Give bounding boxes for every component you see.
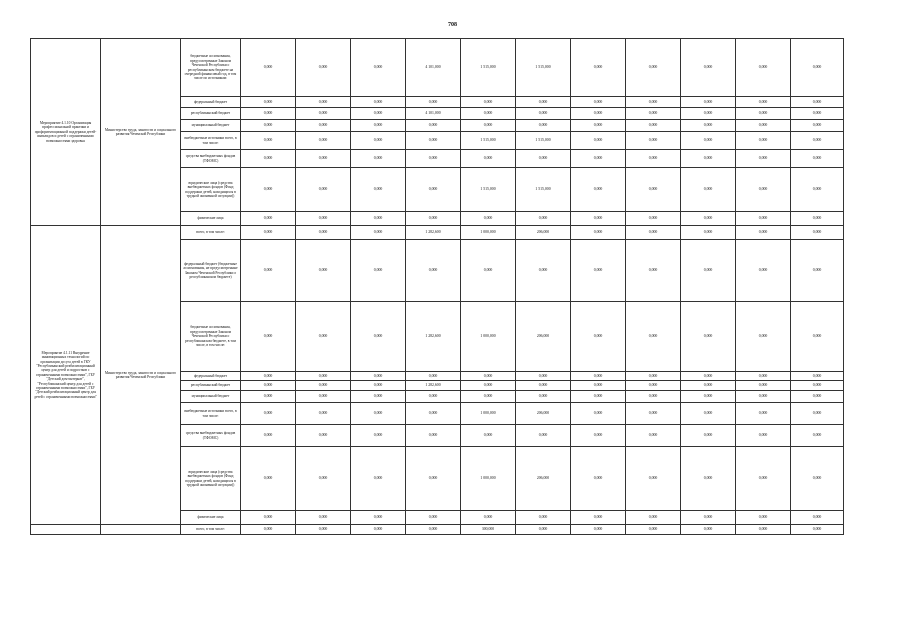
value-cell: 1 000,000 bbox=[461, 447, 516, 511]
value-cell: 0,000 bbox=[736, 447, 791, 511]
value-cell: 0,000 bbox=[516, 240, 571, 302]
value-cell: 0,000 bbox=[626, 108, 681, 120]
value-cell: 0,000 bbox=[626, 372, 681, 381]
value-cell: 0,000 bbox=[241, 403, 296, 425]
funding-source-cell: внебюджетные источники всего, в том числе: bbox=[181, 132, 241, 150]
value-cell: 0,000 bbox=[351, 108, 406, 120]
value-cell: 0,000 bbox=[296, 168, 351, 212]
value-cell: 0,000 bbox=[296, 240, 351, 302]
value-cell: 0,000 bbox=[351, 39, 406, 97]
value-cell: 0,000 bbox=[351, 381, 406, 391]
funding-source-cell: республиканский бюджет bbox=[181, 381, 241, 391]
value-cell: 0,000 bbox=[681, 212, 736, 226]
value-cell: 0,000 bbox=[791, 212, 844, 226]
funding-source-cell: юридические лица (средства внебюджетных фондов (Фонд поддержки детей, находящихся в трудной жизненной ситуации)) bbox=[181, 168, 241, 212]
value-cell: 0,000 bbox=[351, 447, 406, 511]
value-cell: 0,000 bbox=[571, 150, 626, 168]
value-cell: 0,000 bbox=[406, 120, 461, 132]
value-cell: 0,000 bbox=[736, 403, 791, 425]
value-cell: 0,000 bbox=[241, 132, 296, 150]
value-cell: 0,000 bbox=[461, 120, 516, 132]
value-cell: 0,000 bbox=[406, 212, 461, 226]
value-cell: 0,000 bbox=[296, 391, 351, 403]
value-cell: 0,000 bbox=[406, 168, 461, 212]
value-cell: 0,000 bbox=[571, 372, 626, 381]
value-cell: 0,000 bbox=[791, 108, 844, 120]
value-cell: 0,000 bbox=[571, 132, 626, 150]
value-cell: 1 515,000 bbox=[516, 168, 571, 212]
value-cell: 1 000,000 bbox=[461, 403, 516, 425]
value-cell: 0,000 bbox=[571, 525, 626, 535]
value-cell: 0,000 bbox=[681, 391, 736, 403]
value-cell: 0,000 bbox=[791, 132, 844, 150]
value-cell: 206,000 bbox=[516, 447, 571, 511]
value-cell: 0,000 bbox=[296, 425, 351, 447]
value-cell: 0,000 bbox=[626, 150, 681, 168]
value-cell: 0,000 bbox=[516, 212, 571, 226]
table-row bbox=[31, 525, 844, 535]
value-cell: 0,000 bbox=[681, 511, 736, 525]
funding-source-cell: бюджетные ассигнования, предусмотренные Законом Чеченской Республики о республиканском бюджете, в том числе, в том числе: bbox=[181, 302, 241, 372]
funding-source-cell: бюджетные ассигнования, предусмотренные Законом Чеченской Республики о республиканском бюджете на очередной финансовый год, в том числе по источникам: bbox=[181, 39, 241, 97]
value-cell: 0,000 bbox=[241, 97, 296, 108]
value-cell: 0,000 bbox=[736, 108, 791, 120]
value-cell: 0,000 bbox=[461, 240, 516, 302]
value-cell: 1 282,600 bbox=[406, 226, 461, 240]
funding-source-cell: муниципальный бюджет bbox=[181, 391, 241, 403]
value-cell: 0,000 bbox=[241, 168, 296, 212]
value-cell: 0,000 bbox=[791, 447, 844, 511]
value-cell: 0,000 bbox=[571, 212, 626, 226]
value-cell: 0,000 bbox=[571, 511, 626, 525]
value-cell: 0,000 bbox=[296, 372, 351, 381]
value-cell: 0,000 bbox=[516, 511, 571, 525]
value-cell: 0,000 bbox=[241, 120, 296, 132]
value-cell: 0,000 bbox=[791, 97, 844, 108]
value-cell: 0,000 bbox=[351, 403, 406, 425]
value-cell: 0,000 bbox=[241, 425, 296, 447]
value-cell: 4 101,000 bbox=[406, 39, 461, 97]
value-cell: 0,000 bbox=[296, 403, 351, 425]
value-cell: 0,000 bbox=[791, 525, 844, 535]
value-cell: 0,000 bbox=[791, 240, 844, 302]
value-cell: 0,000 bbox=[626, 132, 681, 150]
value-cell: 0,000 bbox=[626, 447, 681, 511]
value-cell: 0,000 bbox=[406, 447, 461, 511]
value-cell: 0,000 bbox=[406, 150, 461, 168]
value-cell: 0,000 bbox=[241, 391, 296, 403]
value-cell: 0,000 bbox=[736, 381, 791, 391]
value-cell: 0,000 bbox=[516, 150, 571, 168]
value-cell: 0,000 bbox=[681, 425, 736, 447]
executor-cell: Министерство труда, занятости и социального развития Чеченской Республики bbox=[101, 39, 181, 226]
value-cell: 0,000 bbox=[626, 120, 681, 132]
funding-source-cell: юридические лица (средства внебюджетных фондов (Фонд поддержки детей, находящихся в трудной жизненной ситуации)) bbox=[181, 447, 241, 511]
value-cell: 0,000 bbox=[406, 132, 461, 150]
value-cell: 0,000 bbox=[351, 150, 406, 168]
value-cell: 0,000 bbox=[736, 391, 791, 403]
value-cell: 1 000,000 bbox=[461, 302, 516, 372]
value-cell: 0,000 bbox=[681, 525, 736, 535]
value-cell: 0,000 bbox=[571, 391, 626, 403]
value-cell: 0,000 bbox=[406, 391, 461, 403]
value-cell: 0,000 bbox=[241, 240, 296, 302]
table-row bbox=[31, 39, 844, 97]
value-cell: 0,000 bbox=[626, 381, 681, 391]
value-cell: 0,000 bbox=[736, 150, 791, 168]
value-cell: 0,000 bbox=[296, 108, 351, 120]
value-cell: 0,000 bbox=[241, 108, 296, 120]
funding-source-cell: республиканский бюджет bbox=[181, 108, 241, 120]
value-cell: 0,000 bbox=[241, 150, 296, 168]
value-cell: 0,000 bbox=[626, 391, 681, 403]
value-cell: 0,000 bbox=[351, 372, 406, 381]
value-cell: 0,000 bbox=[241, 511, 296, 525]
value-cell: 0,000 bbox=[296, 39, 351, 97]
value-cell: 0,000 bbox=[296, 381, 351, 391]
value-cell: 1 515,000 bbox=[461, 39, 516, 97]
value-cell: 0,000 bbox=[791, 168, 844, 212]
value-cell: 0,000 bbox=[571, 226, 626, 240]
value-cell: 0,000 bbox=[296, 150, 351, 168]
value-cell: 0,000 bbox=[791, 381, 844, 391]
value-cell: 0,000 bbox=[461, 425, 516, 447]
value-cell: 0,000 bbox=[296, 120, 351, 132]
value-cell: 0,000 bbox=[351, 120, 406, 132]
value-cell: 0,000 bbox=[406, 425, 461, 447]
measure-cell: Мероприятие 4.1.11 Внедрение инновационных технологий по организации досуга детей в ГКУ "Республиканский реабилитационный центр для детей и подростков с ограниченными возможностями", ГБУ "Детский дом-интернат", "Республиканский центр для детей с ограниченными возможностями", ГБУ "Детский реабилитационный центр для детей с ограниченными возможностями" bbox=[31, 226, 101, 525]
value-cell: 0,000 bbox=[516, 525, 571, 535]
value-cell: 0,000 bbox=[351, 511, 406, 525]
value-cell: 0,000 bbox=[571, 381, 626, 391]
value-cell: 0,000 bbox=[296, 226, 351, 240]
value-cell: 0,000 bbox=[626, 168, 681, 212]
value-cell: 1 515,000 bbox=[461, 168, 516, 212]
value-cell: 0,000 bbox=[791, 403, 844, 425]
funding-source-cell: всего, в том числе: bbox=[181, 525, 241, 535]
value-cell: 1 515,000 bbox=[461, 132, 516, 150]
value-cell: 300,000 bbox=[461, 525, 516, 535]
value-cell: 0,000 bbox=[516, 120, 571, 132]
value-cell: 0,000 bbox=[406, 240, 461, 302]
value-cell: 0,000 bbox=[736, 302, 791, 372]
value-cell: 206,000 bbox=[516, 226, 571, 240]
value-cell: 0,000 bbox=[516, 97, 571, 108]
value-cell: 0,000 bbox=[681, 108, 736, 120]
value-cell: 0,000 bbox=[461, 150, 516, 168]
value-cell: 0,000 bbox=[626, 39, 681, 97]
funding-source-cell: федеральный бюджет (бюджетные ассигнования, не предусмотренные Законом Чеченской Республики о республиканском бюджете) bbox=[181, 240, 241, 302]
value-cell: 0,000 bbox=[461, 97, 516, 108]
value-cell: 0,000 bbox=[736, 425, 791, 447]
value-cell: 0,000 bbox=[296, 302, 351, 372]
value-cell: 0,000 bbox=[736, 511, 791, 525]
value-cell: 0,000 bbox=[791, 150, 844, 168]
executor-cell: Министерство труда, занятости и социального развития Чеченской Республики bbox=[101, 226, 181, 525]
value-cell: 1 515,000 bbox=[516, 132, 571, 150]
value-cell: 0,000 bbox=[351, 97, 406, 108]
value-cell: 0,000 bbox=[516, 372, 571, 381]
value-cell: 0,000 bbox=[351, 425, 406, 447]
value-cell: 0,000 bbox=[681, 120, 736, 132]
funding-source-cell: муниципальный бюджет bbox=[181, 120, 241, 132]
value-cell: 0,000 bbox=[681, 226, 736, 240]
value-cell: 0,000 bbox=[571, 240, 626, 302]
value-cell: 0,000 bbox=[736, 120, 791, 132]
value-cell: 0,000 bbox=[626, 97, 681, 108]
value-cell: 0,000 bbox=[626, 240, 681, 302]
value-cell: 0,000 bbox=[681, 240, 736, 302]
funding-source-cell: физические лица bbox=[181, 212, 241, 226]
value-cell: 0,000 bbox=[736, 372, 791, 381]
value-cell: 0,000 bbox=[791, 391, 844, 403]
value-cell: 0,000 bbox=[571, 97, 626, 108]
value-cell: 0,000 bbox=[626, 302, 681, 372]
value-cell: 0,000 bbox=[736, 97, 791, 108]
value-cell: 1 515,000 bbox=[516, 39, 571, 97]
value-cell: 0,000 bbox=[681, 97, 736, 108]
value-cell: 0,000 bbox=[241, 372, 296, 381]
value-cell: 0,000 bbox=[736, 525, 791, 535]
value-cell: 0,000 bbox=[406, 511, 461, 525]
value-cell: 0,000 bbox=[241, 39, 296, 97]
value-cell: 0,000 bbox=[461, 391, 516, 403]
value-cell: 0,000 bbox=[406, 403, 461, 425]
value-cell: 0,000 bbox=[351, 525, 406, 535]
value-cell: 0,000 bbox=[296, 212, 351, 226]
value-cell: 0,000 bbox=[791, 511, 844, 525]
value-cell: 0,000 bbox=[516, 381, 571, 391]
value-cell: 0,000 bbox=[736, 212, 791, 226]
value-cell: 0,000 bbox=[516, 391, 571, 403]
value-cell: 4 101,000 bbox=[406, 108, 461, 120]
value-cell: 0,000 bbox=[681, 372, 736, 381]
value-cell: 0,000 bbox=[241, 212, 296, 226]
value-cell: 0,000 bbox=[351, 212, 406, 226]
value-cell: 0,000 bbox=[681, 168, 736, 212]
value-cell: 0,000 bbox=[571, 168, 626, 212]
value-cell: 0,000 bbox=[241, 525, 296, 535]
funding-source-cell: всего, в том числе: bbox=[181, 226, 241, 240]
value-cell: 0,000 bbox=[571, 447, 626, 511]
value-cell: 1 282,600 bbox=[406, 381, 461, 391]
value-cell: 0,000 bbox=[571, 403, 626, 425]
value-cell: 0,000 bbox=[461, 381, 516, 391]
page-number: 708 bbox=[448, 22, 457, 28]
value-cell: 0,000 bbox=[571, 425, 626, 447]
value-cell: 0,000 bbox=[791, 226, 844, 240]
executor-cell bbox=[101, 525, 181, 535]
value-cell: 0,000 bbox=[736, 39, 791, 97]
value-cell: 0,000 bbox=[791, 302, 844, 372]
value-cell: 0,000 bbox=[736, 132, 791, 150]
value-cell: 0,000 bbox=[351, 240, 406, 302]
value-cell: 0,000 bbox=[571, 39, 626, 97]
value-cell: 0,000 bbox=[296, 525, 351, 535]
value-cell: 0,000 bbox=[736, 240, 791, 302]
funding-source-cell: федеральный бюджет bbox=[181, 97, 241, 108]
value-cell: 0,000 bbox=[681, 302, 736, 372]
value-cell: 0,000 bbox=[681, 150, 736, 168]
value-cell: 0,000 bbox=[516, 425, 571, 447]
value-cell: 0,000 bbox=[626, 226, 681, 240]
value-cell: 0,000 bbox=[406, 372, 461, 381]
value-cell: 0,000 bbox=[681, 447, 736, 511]
value-cell: 0,000 bbox=[626, 525, 681, 535]
value-cell: 0,000 bbox=[626, 511, 681, 525]
value-cell: 0,000 bbox=[681, 39, 736, 97]
value-cell: 0,000 bbox=[791, 425, 844, 447]
value-cell: 0,000 bbox=[241, 302, 296, 372]
value-cell: 0,000 bbox=[681, 403, 736, 425]
value-cell: 0,000 bbox=[406, 97, 461, 108]
measure-cell bbox=[31, 525, 101, 535]
value-cell: 0,000 bbox=[461, 511, 516, 525]
value-cell: 0,000 bbox=[241, 226, 296, 240]
value-cell: 0,000 bbox=[461, 108, 516, 120]
value-cell: 0,000 bbox=[241, 447, 296, 511]
value-cell: 0,000 bbox=[626, 425, 681, 447]
value-cell: 0,000 bbox=[351, 132, 406, 150]
value-cell: 0,000 bbox=[791, 372, 844, 381]
value-cell: 0,000 bbox=[736, 168, 791, 212]
value-cell: 0,000 bbox=[571, 108, 626, 120]
value-cell: 0,000 bbox=[681, 132, 736, 150]
value-cell: 0,000 bbox=[516, 108, 571, 120]
funding-source-cell: федеральный бюджет bbox=[181, 372, 241, 381]
value-cell: 0,000 bbox=[461, 212, 516, 226]
value-cell: 0,000 bbox=[296, 97, 351, 108]
value-cell: 206,000 bbox=[516, 302, 571, 372]
funding-source-cell: средства внебюджетных фондов (ТФОМС) bbox=[181, 150, 241, 168]
value-cell: 1 282,600 bbox=[406, 302, 461, 372]
value-cell: 0,000 bbox=[406, 525, 461, 535]
value-cell: 206,000 bbox=[516, 403, 571, 425]
value-cell: 0,000 bbox=[296, 132, 351, 150]
value-cell: 0,000 bbox=[351, 168, 406, 212]
value-cell: 0,000 bbox=[351, 226, 406, 240]
value-cell: 0,000 bbox=[681, 381, 736, 391]
value-cell: 0,000 bbox=[791, 39, 844, 97]
value-cell: 0,000 bbox=[791, 120, 844, 132]
budget-table bbox=[30, 38, 844, 535]
value-cell: 0,000 bbox=[351, 391, 406, 403]
table-row bbox=[31, 226, 844, 240]
measure-cell: Мероприятие 4.1.10 Организация профессиональной практики и профориентационной поддержки детей-инвалидов и детей с ограниченными возможностями здоровья bbox=[31, 39, 101, 226]
funding-source-cell: физические лица bbox=[181, 511, 241, 525]
value-cell: 0,000 bbox=[571, 302, 626, 372]
value-cell: 0,000 bbox=[351, 302, 406, 372]
funding-source-cell: средства внебюджетных фондов (ТФОМС) bbox=[181, 425, 241, 447]
value-cell: 0,000 bbox=[296, 511, 351, 525]
value-cell: 0,000 bbox=[296, 447, 351, 511]
value-cell: 0,000 bbox=[736, 226, 791, 240]
value-cell: 1 000,000 bbox=[461, 226, 516, 240]
value-cell: 0,000 bbox=[241, 381, 296, 391]
value-cell: 0,000 bbox=[571, 120, 626, 132]
value-cell: 0,000 bbox=[461, 372, 516, 381]
funding-source-cell: внебюджетные источники всего, в том числе: bbox=[181, 403, 241, 425]
value-cell: 0,000 bbox=[626, 212, 681, 226]
value-cell: 0,000 bbox=[626, 403, 681, 425]
